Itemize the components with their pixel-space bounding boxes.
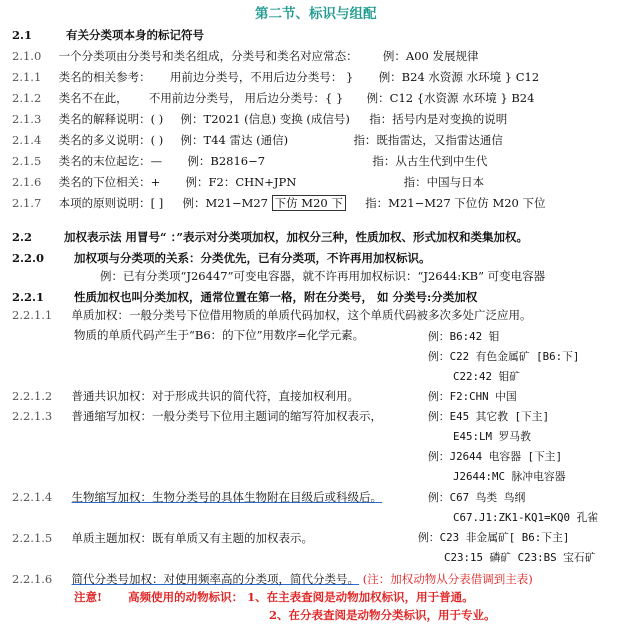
row-text: 普通缩写加权：一般分类号下位用主题词的缩写符加权表示， — [71, 409, 383, 423]
example-b6-42: 例：B6:42 钼 — [428, 330, 500, 343]
heading-text: 加权表示法 用冒号“ ：”表示对分类项加权，加权分三种，性质加权、形式加权和类集加权。 — [64, 230, 529, 244]
row-text: 单质加权：一般分类号下位借用物质的单质代码加权，这个单质代码被多次多处广泛应用。 — [71, 308, 532, 322]
row-2-2-1-1-line2: 物质的单质代码产生于“B6：的下位”用数序=化学元素。 — [74, 328, 365, 342]
notice-label: 注意! — [74, 590, 103, 604]
row-note: 指：既指雷达，又指雷达通信 — [353, 133, 503, 147]
row-text: 加权项与分类项的关系：分类优先，已有分类项，不许再用加权标识。 — [74, 251, 431, 265]
row-note: 指：从古生代到中生代 — [372, 154, 488, 168]
example-c67-peacock: C67.J1:ZK1-KQ1=KQ0 孔雀 — [453, 511, 599, 524]
heading-2-2 — [12, 230, 528, 244]
row-number: 2.2.1.2 — [12, 389, 53, 403]
row-number: 2.1.1 — [12, 70, 42, 84]
row-label: 类名的下位相关：+ — [58, 175, 161, 189]
row-label: 类名的解释说明：( ) — [58, 112, 164, 126]
notice-item-1: 1、在主表查阅是动物加权标识，用于普通。 — [247, 590, 474, 604]
row-number: 2.1.2 — [12, 91, 42, 105]
row-2-1-3 — [12, 112, 507, 126]
example-c23: 例：C23 非金属矿[ B6:下主] — [418, 531, 570, 544]
row-2-1-4 — [12, 133, 503, 147]
row-example: 例：F2：CHN+JPN — [185, 175, 297, 189]
row-desc: 用前边分类号，不用后边分类号： } — [169, 70, 354, 84]
heading-text: 有关分类项本身的标记符号 — [66, 28, 205, 42]
row-label: 类名不在此， — [58, 91, 128, 105]
heading-number: 2.2 — [12, 230, 33, 244]
notice-item-2: 2、在分表查阅是动物分类标识，用于专业。 — [269, 608, 496, 622]
row-text: 简代分类号加权：对使用频率高的分类项，简代分类号。 — [71, 572, 360, 586]
row-number: 2.2.1.4 — [12, 490, 53, 504]
row-text: 普通共识加权：对于形成共识的简代符，直接加权利用。 — [71, 389, 360, 403]
row-red-note: (注：加权动物从分表借调到主表) — [362, 572, 533, 586]
row-2-2-1-2 — [12, 389, 359, 403]
example-j2644: 例：J2644 电容器 [下主] — [428, 450, 563, 463]
example-e45-lm: E45:LM 罗马教 — [453, 430, 531, 443]
principle-box: 下仿 M20 下 — [272, 195, 346, 211]
row-text: 单质主题加权：既有单质又有主题的加权表示。 — [71, 531, 314, 545]
row-2-2-1 — [12, 290, 477, 304]
row-number: 2.2.1.1 — [12, 308, 53, 322]
row-2-2-1-1 — [12, 308, 532, 322]
row-2-1-5 — [12, 154, 487, 168]
section-title: 第二节、标识与组配 — [255, 6, 377, 22]
row-desc: 不用前边分类号， 用后边分类号：{ } — [148, 91, 344, 105]
row-2-2-0 — [12, 251, 431, 265]
row-number: 2.2.1.6 — [12, 572, 53, 586]
example-c22: 例：C22 有色金属矿 [B6:下] — [428, 350, 580, 363]
row-example: 例：M21−M27 — [182, 196, 268, 210]
row-2-1-6 — [12, 175, 484, 189]
example-j2644-mc: J2644:MC 脉冲电容器 — [453, 470, 566, 483]
row-number: 2.2.0 — [12, 251, 45, 265]
row-number: 2.1.5 — [12, 154, 42, 168]
example-e45: 例：E45 其它教 [下主] — [428, 410, 550, 423]
row-note: 指：中国与日本 — [403, 175, 485, 189]
row-label: 类名的多义说明：( ) — [58, 133, 164, 147]
row-label: 类名的末位起讫：— — [58, 154, 163, 168]
row-number: 2.1.0 — [12, 49, 42, 63]
row-2-1-0 — [12, 49, 478, 63]
example-f2-chn: 例：F2:CHN 中国 — [428, 390, 517, 403]
row-label: 本项的原则说明：[ ] — [58, 196, 164, 210]
notice-line-1 — [74, 590, 474, 604]
row-number: 2.2.1 — [12, 290, 45, 304]
row-label: 一个分类项由分类号和类名组成，分类号和类名对应常态： — [58, 49, 358, 63]
row-2-2-1-3 — [12, 409, 382, 423]
row-example: 例：T44 雷达 (通信) — [180, 133, 289, 147]
heading-2-1 — [12, 28, 204, 42]
row-number: 2.2.1.3 — [12, 409, 53, 423]
example-c22-42: C22:42 钼矿 — [453, 370, 521, 383]
row-text: 生物缩写加权：生物分类号的具体生物附在目级后或科级后。 — [71, 490, 383, 504]
row-2-1-7 — [12, 196, 546, 210]
heading-number: 2.1 — [12, 28, 33, 42]
row-text: 性质加权也叫分类加权，通常位置在第一格，附在分类号， 如 分类号:分类加权 — [74, 290, 478, 304]
row-number: 2.1.6 — [12, 175, 42, 189]
row-label: 类名的相关参考： — [58, 70, 151, 84]
example-c23-15: C23:15 磷矿 C23:BS 宝石矿 — [444, 551, 596, 564]
notice-lead: 高频使用的动物标识： — [128, 590, 244, 604]
row-2-1-1 — [12, 70, 539, 84]
row-example: 例：A00 发展规律 — [382, 49, 479, 63]
row-2-2-1-6 — [12, 572, 533, 586]
row-number: 2.1.3 — [12, 112, 42, 126]
row-number: 2.2.1.5 — [12, 531, 53, 545]
row-example: 例：B24 水资源 水环境 } C12 — [378, 70, 540, 84]
row-note: 指：括号内是对变换的说明 — [369, 112, 508, 126]
row-2-2-1-5 — [12, 531, 313, 545]
example-c67: 例：C67 鸟类 鸟纲 — [428, 491, 526, 504]
row-2-1-2 — [12, 91, 534, 105]
row-number: 2.1.4 — [12, 133, 42, 147]
row-note: 指：M21−M27 下位仿 M20 下位 — [365, 196, 546, 210]
row-2-2-0-example: 例：已有分类项“J26447”可变电容器，就不许再用加权标识：“J2644:KB” 可变电容器 — [100, 269, 546, 283]
row-example: 例：C12 {水资源 水环境 } B24 — [366, 91, 535, 105]
row-example: 例：T2021 (信息) 变换 (成信号) — [180, 112, 350, 126]
row-2-2-1-4 — [12, 490, 382, 504]
row-number: 2.1.7 — [12, 196, 42, 210]
row-example: 例：B2816−7 — [187, 154, 266, 168]
